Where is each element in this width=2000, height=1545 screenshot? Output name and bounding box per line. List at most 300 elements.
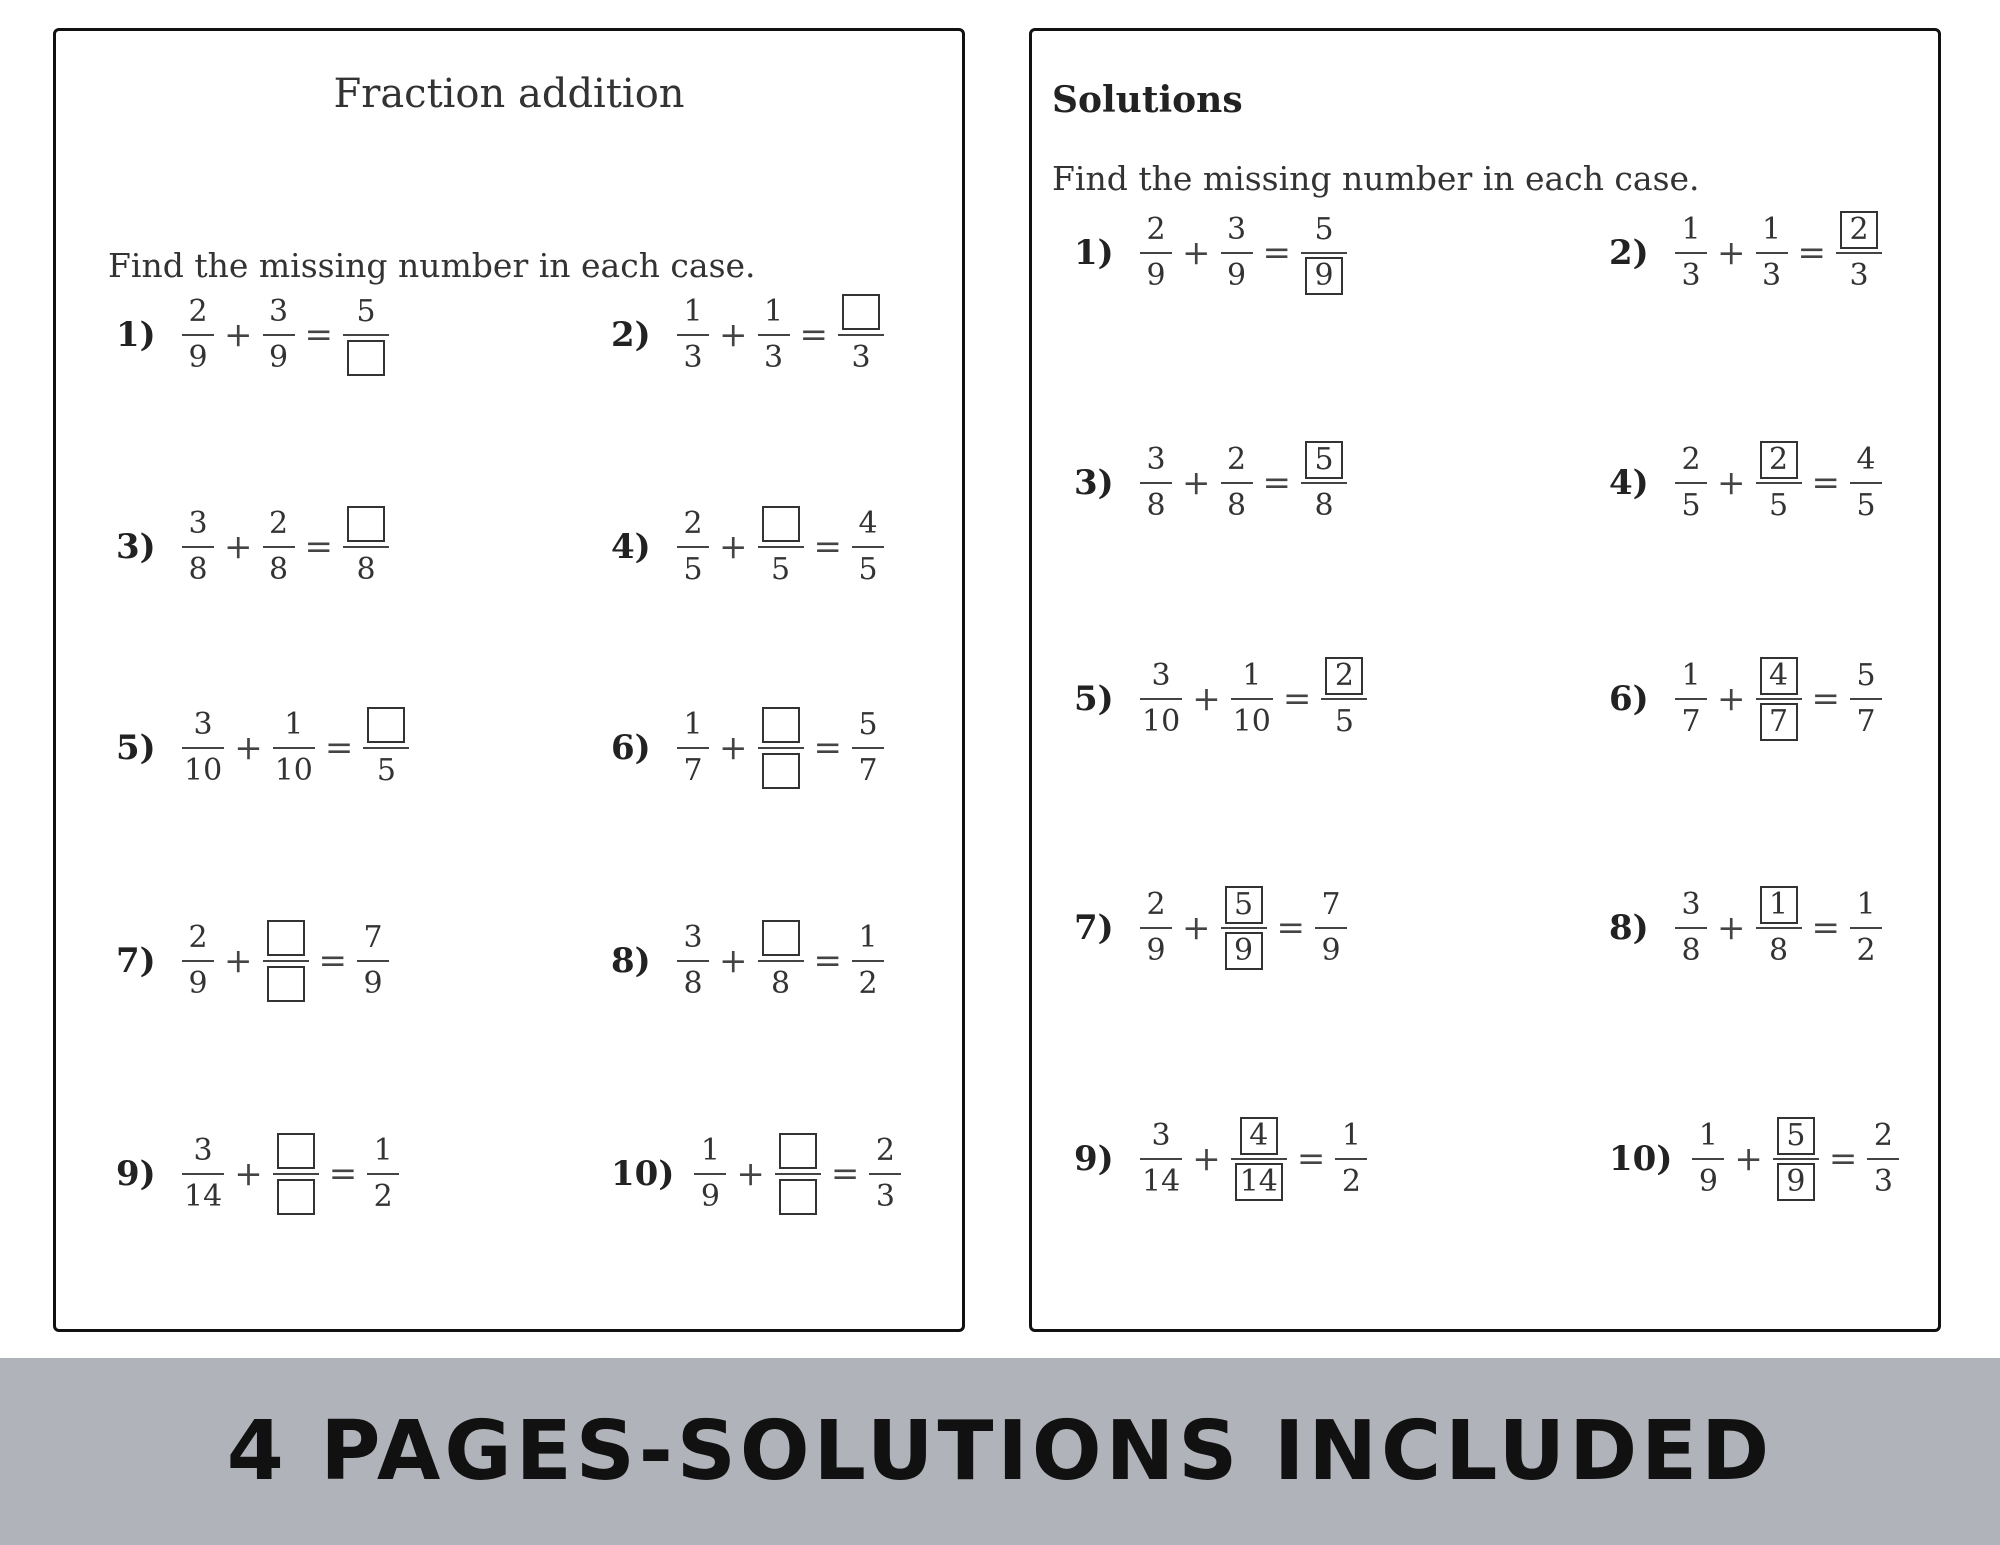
fraction-number: 3: [1849, 258, 1869, 293]
problem-number: 3): [116, 527, 156, 567]
fraction-numerator: [677, 290, 709, 334]
equals-sign: =: [318, 941, 347, 981]
fraction-number: 2: [1681, 442, 1701, 477]
fraction: [1850, 654, 1882, 744]
problem-item: [1609, 644, 1888, 754]
plus-sign: +: [1717, 463, 1746, 503]
fraction-number: 8: [356, 552, 376, 587]
fraction-number: 7: [1321, 887, 1341, 922]
fraction-denominator: [852, 548, 884, 592]
equals-sign: =: [328, 1154, 358, 1194]
fraction-numerator: [1335, 1114, 1367, 1158]
fraction-number: 10: [1232, 704, 1271, 739]
fraction: [1867, 1114, 1899, 1204]
fraction-denominator: [765, 962, 797, 1006]
answer-box: 2: [1760, 441, 1798, 479]
fraction-number: 3: [851, 340, 871, 375]
fraction: [263, 502, 295, 592]
fraction-number: 1: [1341, 1118, 1361, 1153]
fraction-denominator: [1140, 254, 1172, 298]
fraction: [182, 502, 214, 592]
fraction-number: 8: [1314, 488, 1334, 523]
fraction-numerator: [350, 290, 382, 334]
fraction-numerator: [775, 1129, 821, 1173]
blank-answer-box[interactable]: [762, 707, 800, 743]
fraction-numerator: [1675, 208, 1707, 252]
fraction-denominator: [677, 749, 709, 793]
solutions-title: Solutions: [1052, 79, 1243, 121]
equals-sign: =: [1797, 233, 1826, 273]
fraction: [1140, 1114, 1182, 1204]
fraction-number: 2: [1873, 1118, 1893, 1153]
worksheet-instructions: Find the missing number in each case.: [108, 246, 756, 285]
fraction-denominator: [1850, 700, 1882, 744]
problem-number: 8): [1609, 908, 1649, 948]
problem-number: 4): [611, 527, 651, 567]
fraction-numerator: [677, 916, 709, 960]
fraction-denominator: [1756, 700, 1802, 744]
plus-sign: +: [224, 941, 253, 981]
fraction-number: 3: [1151, 658, 1171, 693]
problem-item: [116, 1119, 405, 1229]
fraction: [273, 1129, 319, 1219]
worksheet-title: Fraction addition: [333, 71, 685, 117]
plus-sign: +: [719, 315, 748, 355]
fraction: [677, 290, 709, 380]
equals-sign: =: [1811, 463, 1840, 503]
fraction-numerator: [1675, 883, 1707, 927]
fraction-numerator: [852, 502, 884, 546]
fraction-number: 3: [1146, 442, 1166, 477]
fraction-numerator: [677, 502, 709, 546]
problem-number: 7): [116, 941, 156, 981]
fraction-numerator: [1773, 1114, 1819, 1158]
fraction-denominator: [1675, 484, 1707, 528]
fraction-numerator: [343, 502, 389, 546]
fraction-denominator: [1221, 254, 1253, 298]
fraction-denominator: [1850, 929, 1882, 973]
problem-item: [1074, 1104, 1373, 1214]
problem-number: 3): [1074, 463, 1114, 503]
equals-sign: =: [1811, 908, 1840, 948]
plus-sign: +: [1717, 679, 1746, 719]
fraction-number: 2: [1341, 1164, 1361, 1199]
fraction-number: 14: [1142, 1164, 1181, 1199]
problem-number: 7): [1074, 908, 1114, 948]
problem-number: 4): [1609, 463, 1649, 503]
blank-answer-box[interactable]: [842, 294, 880, 330]
fraction-numerator: [367, 1129, 399, 1173]
equals-sign: =: [830, 1154, 860, 1194]
blank-answer-box[interactable]: [779, 1133, 817, 1169]
fraction-number: 1: [373, 1133, 393, 1168]
problem-number: 10): [611, 1154, 675, 1194]
problem-number: 6): [1609, 679, 1649, 719]
fraction: [367, 1129, 399, 1219]
answer-box: 9: [1777, 1163, 1815, 1201]
fraction: [273, 703, 315, 793]
fraction-number: 9: [268, 340, 289, 375]
fraction-number: 5: [376, 753, 396, 788]
fraction-numerator: [758, 916, 804, 960]
fraction-numerator: [1321, 654, 1367, 698]
fraction-numerator: [182, 290, 214, 334]
problem-number: 1): [1074, 233, 1114, 273]
blank-answer-box[interactable]: [779, 1179, 817, 1215]
fraction-numerator: [1756, 883, 1802, 927]
fraction-number: 3: [1681, 887, 1701, 922]
answer-box: 4: [1760, 657, 1798, 695]
plus-sign: +: [719, 941, 748, 981]
fraction-numerator: [357, 916, 389, 960]
equals-sign: =: [324, 728, 354, 768]
fraction-numerator: [187, 703, 219, 747]
fraction: [1675, 208, 1707, 298]
problem-number: 8): [611, 941, 651, 981]
fraction-number: 3: [875, 1179, 895, 1214]
fraction-numerator: [677, 703, 709, 747]
fraction-numerator: [1867, 1114, 1899, 1158]
blank-answer-box[interactable]: [367, 707, 405, 743]
fraction: [677, 502, 709, 592]
equals-sign: =: [813, 728, 842, 768]
fraction: [182, 703, 224, 793]
fraction-denominator: [370, 749, 402, 793]
blank-answer-box[interactable]: [267, 920, 305, 956]
fraction: [1140, 654, 1182, 744]
fraction: [775, 1129, 821, 1219]
fraction-denominator: [1867, 1160, 1899, 1204]
fraction-number: 9: [188, 966, 208, 1001]
fraction-denominator: [263, 962, 309, 1006]
fraction-number: 2: [683, 506, 703, 541]
problem-number: 9): [1074, 1139, 1114, 1179]
fraction: [758, 290, 790, 380]
problem-item: [1609, 1104, 1905, 1214]
fraction-numerator: [1140, 208, 1172, 252]
problem-item: [116, 492, 395, 602]
fraction-denominator: [1308, 484, 1340, 528]
fraction-number: 1: [1761, 212, 1782, 247]
equals-sign: =: [1828, 1139, 1858, 1179]
fraction-denominator: [263, 548, 295, 592]
problem-number: 2): [611, 315, 651, 355]
fraction: [758, 502, 804, 592]
fraction-number: 2: [858, 966, 878, 1001]
plus-sign: +: [719, 728, 748, 768]
blank-answer-box[interactable]: [762, 753, 800, 789]
fraction-number: 8: [1768, 933, 1789, 968]
fraction: [1675, 654, 1707, 744]
fraction: [1756, 438, 1802, 528]
fraction-denominator: [1843, 254, 1875, 298]
fraction-number: 2: [268, 506, 289, 541]
problem-number: 2): [1609, 233, 1649, 273]
plus-sign: +: [1182, 463, 1211, 503]
fraction-denominator: [273, 749, 315, 793]
plus-sign: +: [719, 527, 748, 567]
fraction-denominator: [852, 962, 884, 1006]
banner-text: 4 PAGES-SOLUTIONS INCLUDED: [226, 1404, 1774, 1499]
fraction-number: 2: [1146, 887, 1166, 922]
fraction-number: 3: [1226, 212, 1247, 247]
fraction: [1850, 438, 1882, 528]
fraction-numerator: [1140, 438, 1172, 482]
problem-item: [1609, 198, 1888, 308]
fraction-numerator: [363, 703, 409, 747]
fraction: [1140, 208, 1172, 298]
fraction-denominator: [677, 962, 709, 1006]
fraction-denominator: [1221, 929, 1267, 973]
fraction-numerator: [263, 290, 295, 334]
fraction-denominator: [1692, 1160, 1724, 1204]
fraction-denominator: [1756, 254, 1788, 298]
fraction-denominator: [182, 749, 224, 793]
equals-sign: =: [304, 527, 333, 567]
answer-box: 9: [1305, 257, 1343, 295]
fraction-denominator: [263, 336, 295, 380]
fraction-numerator: [1315, 883, 1347, 927]
fraction-numerator: [1756, 438, 1802, 482]
answer-box: 1: [1760, 886, 1798, 924]
fraction: [1231, 654, 1273, 744]
fraction-number: 3: [1761, 258, 1782, 293]
fraction-denominator: [1675, 929, 1707, 973]
equals-sign: =: [1811, 679, 1840, 719]
fraction-numerator: [1756, 654, 1802, 698]
fraction: [263, 290, 295, 380]
answer-box: 4: [1240, 1117, 1278, 1155]
fraction-numerator: [1675, 654, 1707, 698]
fraction-denominator: [343, 336, 389, 380]
equals-sign: =: [1262, 233, 1291, 273]
fraction-numerator: [1145, 654, 1177, 698]
fraction: [852, 703, 884, 793]
fraction-numerator: [852, 703, 884, 747]
plus-sign: +: [224, 527, 253, 567]
fraction-denominator: [845, 336, 877, 380]
fraction-number: 5: [356, 294, 376, 329]
problem-number: 6): [611, 728, 651, 768]
problem-item: [1074, 428, 1353, 538]
fraction-number: 8: [1681, 933, 1701, 968]
fraction-denominator: [357, 962, 389, 1006]
equals-sign: =: [1296, 1139, 1326, 1179]
fraction-number: 2: [188, 294, 208, 329]
fraction: [343, 290, 389, 380]
fraction-numerator: [852, 916, 884, 960]
blank-answer-box[interactable]: [277, 1179, 315, 1215]
fraction-numerator: [758, 502, 804, 546]
problem-item: [611, 693, 890, 803]
fraction-numerator: [263, 502, 295, 546]
fraction-number: 7: [1681, 704, 1701, 739]
fraction-numerator: [1221, 438, 1253, 482]
plus-sign: +: [1192, 1139, 1221, 1179]
blank-answer-box[interactable]: [762, 506, 800, 542]
fraction-denominator: [765, 548, 797, 592]
plus-sign: +: [1182, 233, 1211, 273]
fraction-numerator: [182, 502, 214, 546]
fraction-denominator: [1140, 484, 1172, 528]
worksheet-page: [53, 28, 965, 1332]
fraction-number: 9: [1146, 933, 1166, 968]
fraction-number: 1: [700, 1133, 720, 1168]
fraction-number: 9: [363, 966, 383, 1001]
fraction-numerator: [1236, 1114, 1282, 1158]
fraction: [1836, 208, 1882, 298]
fraction-number: 5: [858, 707, 878, 742]
equals-sign: =: [813, 527, 842, 567]
plus-sign: +: [1717, 908, 1746, 948]
fraction: [852, 916, 884, 1006]
fraction-number: 3: [193, 1133, 213, 1168]
fraction: [838, 290, 884, 380]
fraction: [1675, 883, 1707, 973]
fraction-denominator: [758, 336, 790, 380]
fraction: [363, 703, 409, 793]
fraction-number: 2: [1226, 442, 1247, 477]
blank-answer-box[interactable]: [347, 506, 385, 542]
fraction-numerator: [1850, 438, 1882, 482]
fraction-denominator: [350, 548, 382, 592]
fraction-denominator: [1140, 929, 1172, 973]
fraction: [677, 703, 709, 793]
fraction-number: 9: [1146, 258, 1166, 293]
fraction-number: 5: [1856, 658, 1876, 693]
problem-item: [116, 693, 415, 803]
answer-box: 5: [1305, 441, 1343, 479]
answer-box: 5: [1777, 1117, 1815, 1155]
fraction: [1773, 1114, 1819, 1204]
fraction-number: 4: [1856, 442, 1876, 477]
fraction-denominator: [182, 336, 214, 380]
fraction-numerator: [1145, 1114, 1177, 1158]
fraction-denominator: [273, 1175, 319, 1219]
plus-sign: +: [234, 1154, 263, 1194]
plus-sign: +: [1734, 1139, 1763, 1179]
fraction-numerator: [263, 916, 309, 960]
fraction-number: 3: [268, 294, 289, 329]
problem-item: [1074, 644, 1373, 754]
fraction: [1221, 438, 1253, 528]
fraction-denominator: [1675, 700, 1707, 744]
fraction-number: 3: [763, 340, 784, 375]
fraction-denominator: [1850, 484, 1882, 528]
fraction-denominator: [1773, 1160, 1819, 1204]
problem-item: [611, 1119, 907, 1229]
fraction-numerator: [1301, 438, 1347, 482]
equals-sign: =: [1282, 679, 1312, 719]
equals-sign: =: [1262, 463, 1291, 503]
equals-sign: =: [304, 315, 333, 355]
fraction-number: 8: [770, 966, 791, 1001]
fraction-denominator: [1328, 700, 1360, 744]
fraction-numerator: [758, 290, 790, 334]
blank-answer-box[interactable]: [762, 920, 800, 956]
fraction-number: 2: [188, 920, 208, 955]
fraction: [1315, 883, 1347, 973]
blank-answer-box[interactable]: [277, 1133, 315, 1169]
solutions-page: [1029, 28, 1941, 1332]
fraction-denominator: [1315, 929, 1347, 973]
fraction-number: 3: [193, 707, 213, 742]
fraction-denominator: [1335, 1160, 1367, 1204]
problem-item: [116, 280, 395, 390]
fraction-number: 8: [188, 552, 208, 587]
fraction: [263, 916, 309, 1006]
fraction-denominator: [1763, 929, 1795, 973]
fraction-number: 2: [1146, 212, 1166, 247]
fraction-number: 4: [858, 506, 878, 541]
fraction: [1850, 883, 1882, 973]
answer-box: 2: [1325, 657, 1363, 695]
fraction: [694, 1129, 726, 1219]
fraction: [1231, 1114, 1287, 1204]
fraction-denominator: [1231, 1160, 1287, 1204]
problem-number: 5): [116, 728, 156, 768]
plus-sign: +: [1717, 233, 1746, 273]
fraction-number: 1: [1698, 1118, 1718, 1153]
fraction-denominator: [1140, 1160, 1182, 1204]
fraction-numerator: [1756, 208, 1788, 252]
fraction: [1675, 438, 1707, 528]
fraction: [1756, 883, 1802, 973]
fraction-numerator: [273, 1129, 319, 1173]
fraction-number: 9: [1698, 1164, 1718, 1199]
fraction-number: 8: [1146, 488, 1166, 523]
fraction-numerator: [838, 290, 884, 334]
fraction: [182, 290, 214, 380]
fraction: [1321, 654, 1367, 744]
fraction-number: 10: [274, 753, 313, 788]
problem-item: [611, 280, 890, 390]
blank-answer-box[interactable]: [347, 340, 385, 376]
fraction: [343, 502, 389, 592]
fraction-denominator: [1301, 254, 1347, 298]
fraction-number: 1: [284, 707, 304, 742]
problem-item: [611, 492, 890, 602]
fraction-number: 3: [683, 340, 703, 375]
fraction-number: 9: [1226, 258, 1247, 293]
fraction-numerator: [694, 1129, 726, 1173]
problem-number: 1): [116, 315, 156, 355]
fraction-denominator: [852, 749, 884, 793]
fraction-numerator: [1221, 883, 1267, 927]
fraction: [869, 1129, 901, 1219]
fraction-number: 3: [1873, 1164, 1893, 1199]
fraction-number: 5: [1681, 488, 1701, 523]
answer-box: 9: [1225, 932, 1263, 970]
blank-answer-box[interactable]: [267, 966, 305, 1002]
fraction-denominator: [758, 749, 804, 793]
plus-sign: +: [736, 1154, 765, 1194]
fraction: [1301, 438, 1347, 528]
fraction-number: 5: [858, 552, 878, 587]
fraction: [1140, 438, 1172, 528]
problem-number: 5): [1074, 679, 1114, 719]
problem-item: [611, 906, 890, 1016]
problem-number: 9): [116, 1154, 156, 1194]
problem-item: [1609, 428, 1888, 538]
fraction-number: 2: [373, 1179, 393, 1214]
fraction-number: 1: [763, 294, 784, 329]
fraction-number: 7: [1856, 704, 1876, 739]
fraction-number: 8: [1226, 488, 1247, 523]
fraction-number: 3: [1151, 1118, 1171, 1153]
fraction-number: 2: [875, 1133, 895, 1168]
fraction: [357, 916, 389, 1006]
